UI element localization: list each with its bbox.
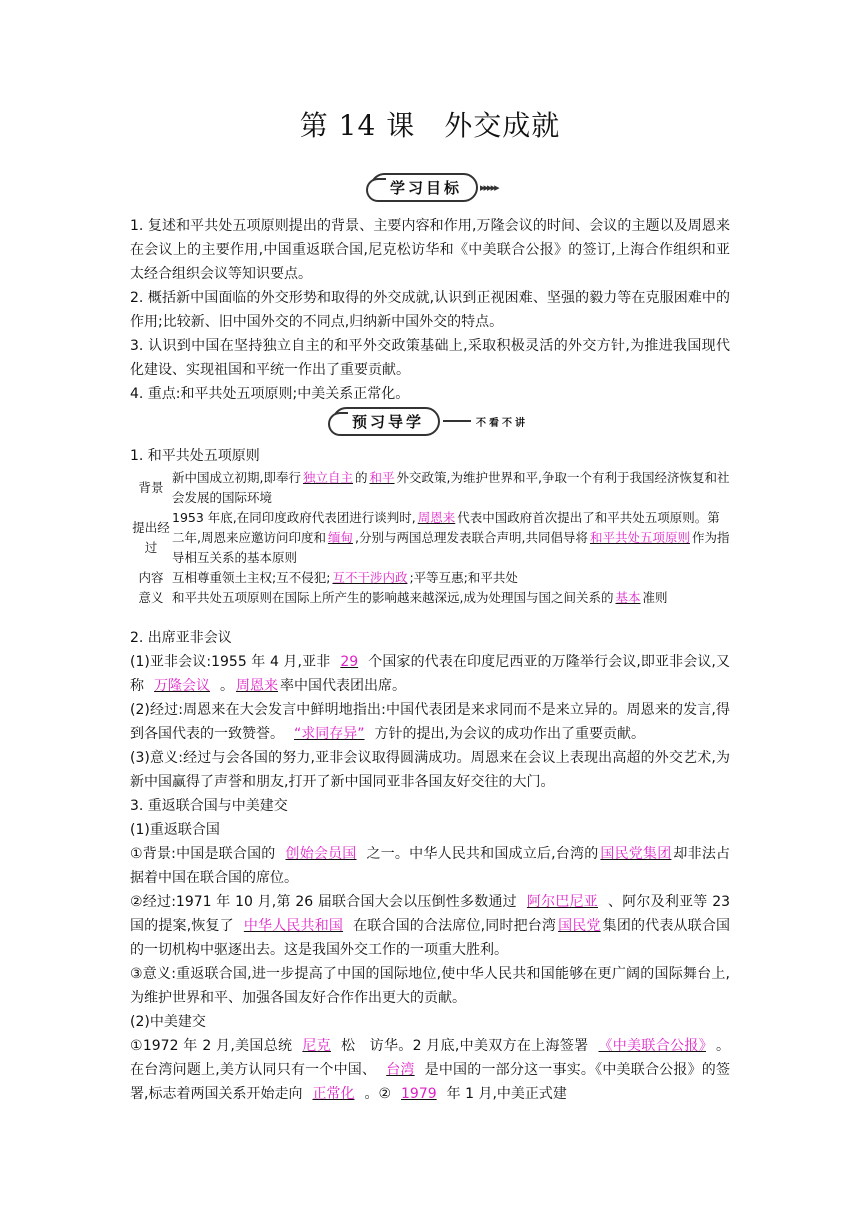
goals-block xyxy=(130,214,730,406)
section-heading: 1. 和平共处五项原则 xyxy=(130,448,260,464)
section-heading: 3. 重返联合国与中美建交 xyxy=(130,798,288,814)
section-1 xyxy=(130,444,730,608)
page-title: 第 14 课 外交成就 xyxy=(299,109,561,142)
row-content: 互相尊重领土主权;互不侵犯; 互不干涉内政 ;平等互惠;和平共处 xyxy=(172,570,518,585)
goal-item: 1. 复述和平共处五项原则提出的背景、主要内容和作用,万隆会议的时间、会议的主题以及周恩来在会议上的主要作用,中国重返联合国,尼克松访华和《中美联合公报》的签订,上海合作组织和亚太经合组织会议等知识要点。 xyxy=(130,218,730,282)
fill-blank: 国民党 xyxy=(558,918,601,934)
paragraph: ③意义:重返联合国,进一步提高了中国的国际地位,使中华人民共和国能够在更广阔的国际舞台上,为维护世界和平、加强各国友好合作作出更大的贡献。 xyxy=(130,966,730,1006)
fill-blank: “求同存异” xyxy=(294,726,365,742)
row-header: 意义 xyxy=(138,590,164,605)
section-2-3 xyxy=(130,626,730,1106)
banner-dash xyxy=(443,420,471,422)
fill-blank: 《中美联合公报》 xyxy=(598,1038,707,1054)
fill-blank: 缅甸 xyxy=(327,530,353,545)
fill-blank: 和平 xyxy=(369,470,395,485)
row-header: 提出经过 xyxy=(132,520,170,555)
row-content: 1953 年底,在同印度政府代表团进行谈判时, 周恩来 代表中国政府首次提出了和平共处五项原则。第二年,周恩来应邀访问印度和 缅甸 ,分别与两国总理发表联合声明,共同倡导将 和平共处五项原则 作为指导相互关系的基本原则 xyxy=(172,510,730,565)
goal-item: 2. 概括新中国面临的外交形势和取得的外交成就,认识到正视困难、坚强的毅力等在克服困难中的作用;比较新、旧中国外交的不同点,归纳新中国外交的特点。 xyxy=(130,290,730,330)
banner-sublabel: 不看不讲 xyxy=(476,417,529,429)
section-banner-goals xyxy=(370,172,498,202)
fill-blank: 万隆会议 xyxy=(154,678,210,694)
table-row xyxy=(130,508,730,568)
fill-blank: 周恩来 xyxy=(417,510,456,525)
fill-blank: 周恩来 xyxy=(236,678,278,694)
paragraph: ①背景:中国是联合国的 创始会员国 之一。中华人民共和国成立后,台湾的 国民党集团 却非法占据着中国在联合国的席位。 xyxy=(130,846,731,886)
fill-blank: 尼克 xyxy=(302,1038,331,1054)
fill-blank: 1979 xyxy=(401,1086,437,1102)
row-header: 内容 xyxy=(138,570,164,585)
goal-item: 3. 认识到中国在坚持独立自主的和平外交政策基础上,采取积极灵活的外交方针,为推进我国现代化建设、实现祖国和平统一作出了重要贡献。 xyxy=(130,338,730,378)
banner-label: 学习目标 xyxy=(370,173,478,202)
paragraph: (1)亚非会议:1955 年 4 月,亚非 29 个国家的代表在印度尼西亚的万隆举行会议,即亚非会议,又称 万隆会议 。 周恩来 率中国代表团出席。 xyxy=(130,654,730,694)
fill-blank: 正常化 xyxy=(312,1086,355,1102)
paragraph: ②经过:1971 年 10 月,第 26 届联合国大会以压倒性多数通过 阿尔巴尼亚 、阿尔及利亚等 23 国的提案,恢复了 中华人民共和国 在联合国的合法席位,同时把台湾 国民党 集团的代表从联合国的一切机构中驱逐出去。这是我国外交工作的一项重大胜利。 xyxy=(130,894,731,958)
table-row xyxy=(130,588,730,608)
fill-blank: 创始会员国 xyxy=(285,846,357,862)
table-row xyxy=(130,568,730,588)
section-heading: 2. 出席亚非会议 xyxy=(130,630,232,646)
fill-blank: 台湾 xyxy=(386,1062,415,1078)
paragraph: (3)意义:经过与会各国的努力,亚非会议取得圆满成功。周恩来在会议上表现出高超的外交艺术,为新中国赢得了声誉和朋友,打开了新中国同亚非各国友好交往的大门。 xyxy=(130,750,730,790)
fill-blank: 基本 xyxy=(615,590,641,605)
paragraph: (2)经过:周恩来在大会发言中鲜明地指出:中国代表团是来求同而不是来立异的。周恩来的发言,得到各国代表的一致赞誉。 “求同存异” 方针的提出,为会议的成功作出了重要贡献。 xyxy=(130,702,730,742)
fill-blank: 和平共处五项原则 xyxy=(589,530,690,545)
principles-table xyxy=(130,468,730,608)
subheading: (2)中美建交 xyxy=(130,1014,206,1030)
fill-blank: 互不干涉内政 xyxy=(332,570,408,585)
fill-blank: 阿尔巴尼亚 xyxy=(526,894,598,910)
fill-blank: 中华人民共和国 xyxy=(243,918,344,934)
table-row xyxy=(130,468,730,508)
double-arrow-icon: ▸▸▸▸▸ xyxy=(480,180,498,194)
subheading: (1)重返联合国 xyxy=(130,822,220,838)
section-banner-preview xyxy=(332,406,528,436)
goal-item: 4. 重点:和平共处五项原则;中美关系正常化。 xyxy=(130,386,410,402)
fill-blank: 国民党集团 xyxy=(600,846,672,862)
row-content: 新中国成立初期,即奉行 独立自主 的 和平 外交政策,为维护世界和平,争取一个有利于我国经济恢复和社会发展的国际环境 xyxy=(172,470,730,505)
row-content: 和平共处五项原则在国际上所产生的影响越来越深远,成为处理国与国之间关系的 基本 准则 xyxy=(172,590,668,605)
fill-blank: 独立自主 xyxy=(302,470,353,485)
paragraph: ①1972 年 2 月,美国总统 尼克 松 访华。2 月底,中美双方在上海签署 《中美联合公报》 。在台湾问题上,美方认同只有一个中国、 台湾 是中国的一部分这一事实。《中美联合公报》的签署,标志着两国关系开始走向 正常化 。② 1979 年 1 月,中美正式建 xyxy=(130,1038,731,1102)
fill-blank: 29 xyxy=(340,654,359,670)
banner-label: 预习导学 xyxy=(332,407,440,436)
row-header: 背景 xyxy=(138,480,164,495)
